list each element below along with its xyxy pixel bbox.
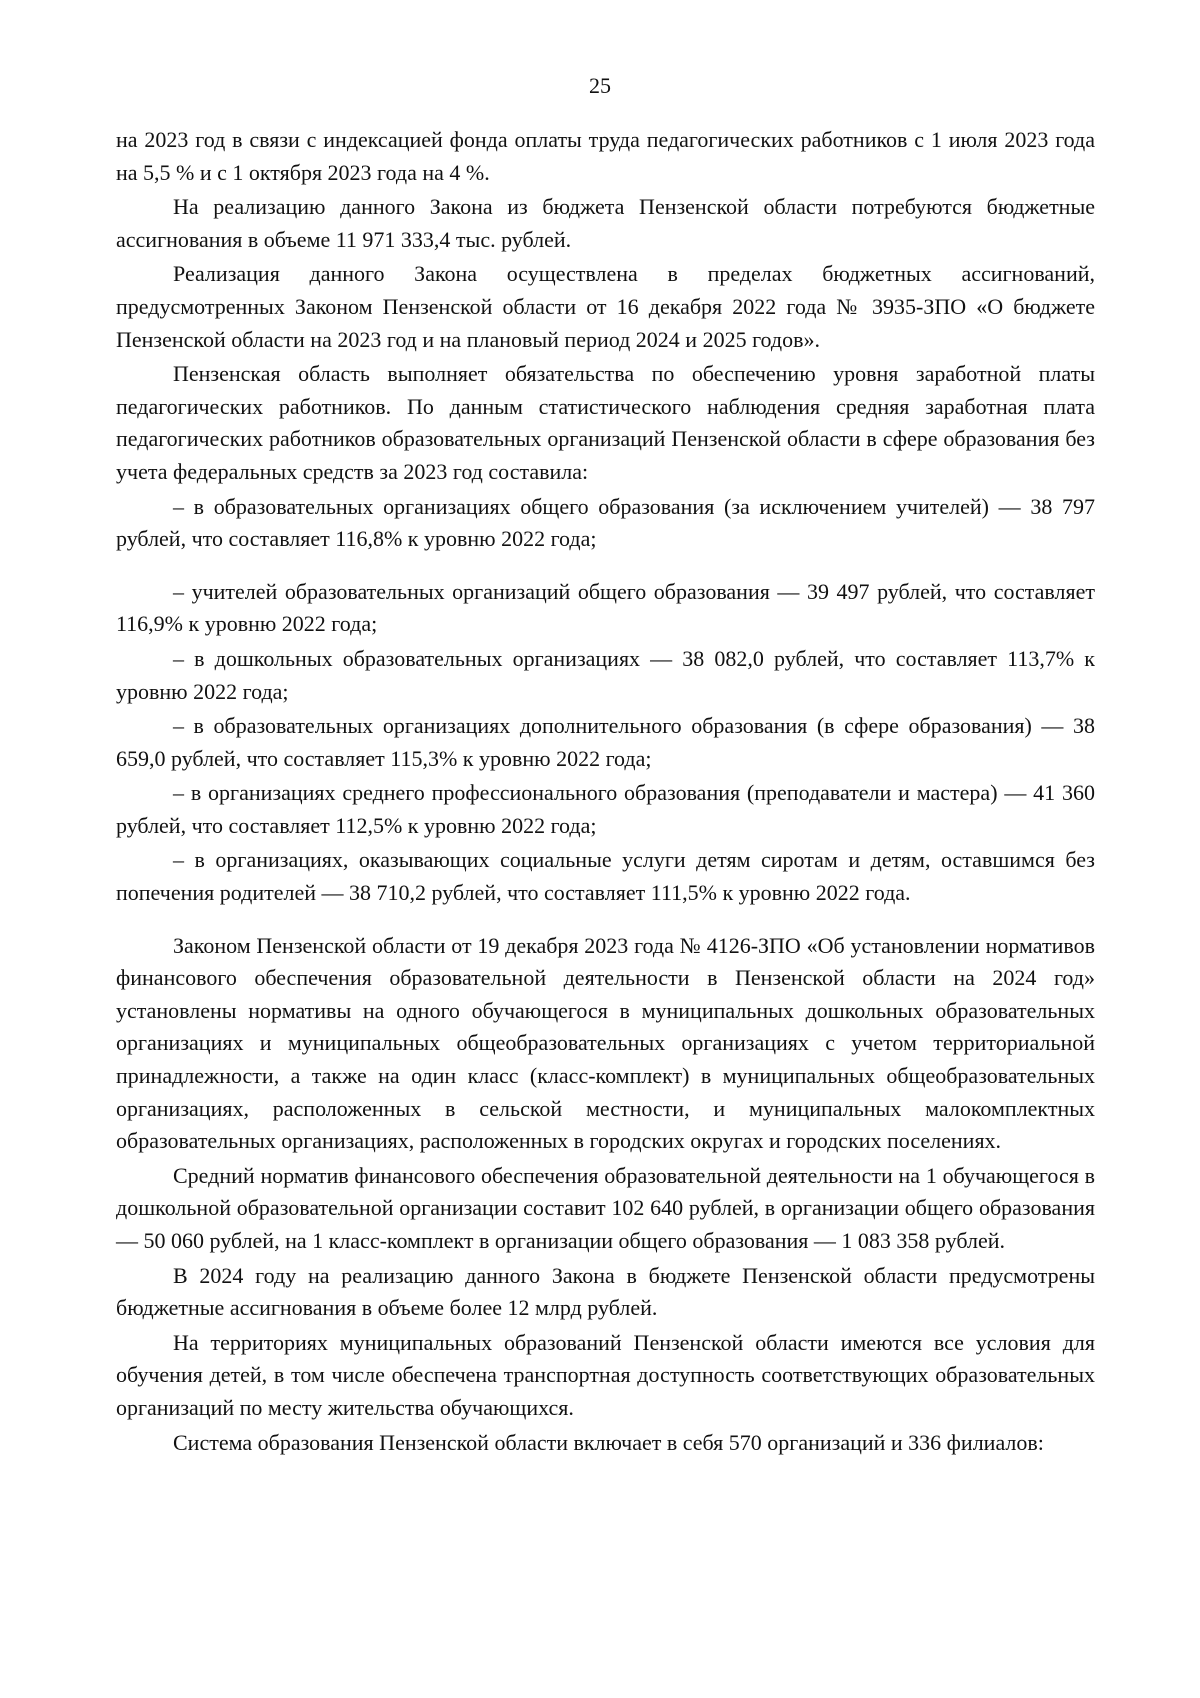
list-item-vocational-education: – в организациях среднего профессионального образования (преподаватели и мастера) — 41 360 рублей, что составляет 112,5% к уровню 2022 года; [116, 780, 1095, 838]
page-number: 25 [589, 73, 611, 98]
paragraph-transport-accessibility: На территориях муниципальных образований Пензенской области имеются все условия для обучения детей, в том числе обеспечена транспортная доступность соответствующих образовательных организаций по месту жительства обучающихся. [116, 1329, 1095, 1420]
document-body [116, 124, 1095, 1461]
list-item-preschool: – в дошкольных образовательных организациях — 38 082,0 рублей, что составляет 113,7% к уровню 2022 года; [116, 645, 1095, 704]
paragraph-salary-obligations: Пензенская область выполняет обязательства по обеспечению уровня заработной платы педагогических работников. По данным статистического наблюдения средняя заработная плата педагогических работников образовательных организаций Пензенской области в сфере образования без учета федеральных средств за 2023 год составила: [116, 361, 1095, 484]
paragraph-2024-budget: В 2024 году на реализацию данного Закона в бюджете Пензенской области предусмотрены бюджетные ассигнования в объеме более 12 млрд рублей. [116, 1262, 1095, 1321]
paragraph-budget-law-reference: Реализация данного Закона осуществлена в пределах бюджетных ассигнований, предусмотренных Законом Пензенской области от 16 декабря 2022 года № 3935-ЗПО «О бюджете Пензенской области на 2023 год и на плановый период 2024 и 2025 годов». [116, 261, 1095, 352]
paragraph-budget-allocation: На реализацию данного Закона из бюджета Пензенской области потребуются бюджетные ассигнования в объеме 11 971 333,4 тыс. рублей. [116, 194, 1095, 252]
paragraph-average-standard: Средний норматив финансового обеспечения образовательной деятельности на 1 обучающегося в дошкольной образовательной организации составит 102 640 рублей, в организации общего образования — 50 060 рублей, на 1 класс-комплект в организации общего образования — 1 083 358 рублей. [116, 1162, 1095, 1253]
paragraph-indexation-continuation: на 2023 год в связи с индексацией фонда оплаты труда педагогических работников с 1 июля 2023 года на 5,5 % и с 1 октября 2023 года на 4 %. [116, 127, 1095, 185]
paragraph-funding-standards-law: Законом Пензенской области от 19 декабря 2023 года № 4126-ЗПО «Об установлении нормативов финансового обеспечения образовательной деятельности в Пензенской области на 2024 год» установлены нормативы на одного обучающегося в муниципальных дошкольных образовательных организациях и муниципальных общеобразовательных организациях с учетом территориальной принадлежности, а также на один класс (класс-комплект) в муниципальных общеобразовательных организациях, расположенных в сельской местности, и муниципальных малокомплектных образовательных организациях, расположенных в городских округах и городских поселениях. [116, 932, 1095, 1154]
list-item-additional-education: – в образовательных организациях дополнительного образования (в сфере образования) — 38 659,0 рублей, что составляет 115,3% к уровню 2022 года; [116, 713, 1095, 771]
list-item-general-education: – в образовательных организациях общего образования (за исключением учителей) — 38 797 рублей, что составляет 116,8% к уровню 2022 года; [116, 493, 1095, 552]
list-item-orphan-services: – в организациях, оказывающих социальные услуги детям сиротам и детям, оставшимся без попечения родителей — 38 710,2 рублей, что составляет 111,5% к уровню 2022 года. [116, 847, 1095, 906]
list-item-teachers: – учителей образовательных организаций общего образования — 39 497 рублей, что составляет 116,9% к уровню 2022 года; [116, 578, 1095, 637]
paragraph-education-system: Система образования Пензенской области включает в себя 570 организаций и 336 филиалов: [173, 1429, 1044, 1455]
